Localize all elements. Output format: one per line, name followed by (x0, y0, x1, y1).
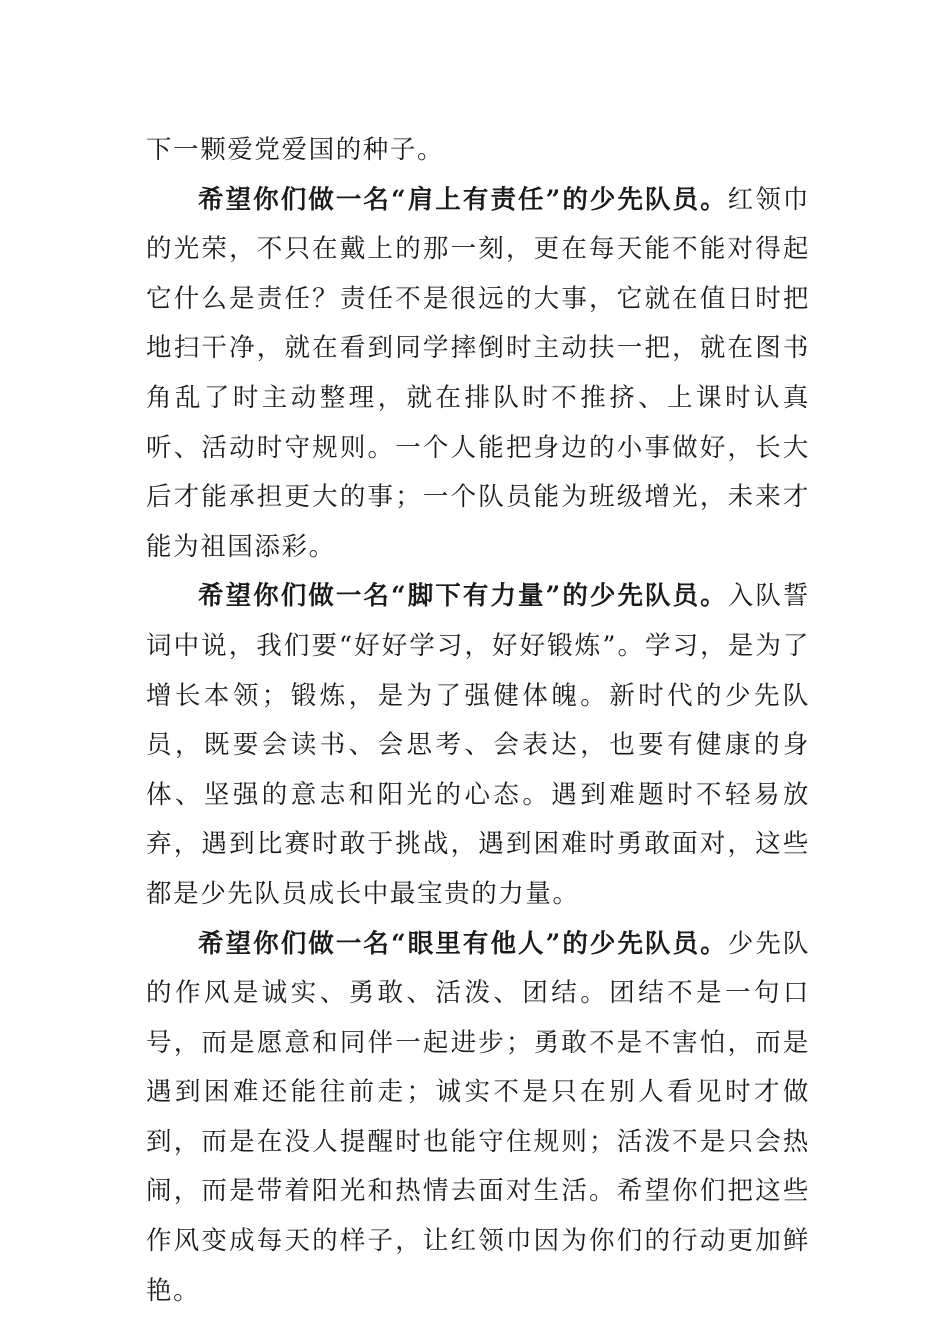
paragraph-others (146, 920, 810, 1317)
paragraph-lead: 希望你们做一名“脚下有力量”的少先队员。 (198, 581, 728, 612)
document-body (146, 126, 810, 1316)
paragraph-text: 红领巾的光荣，不只在戴上的那一刻，更在每天能不能对得起它什么是责任？责任不是很远的大事，它就在值日时把地扫干净，就在看到同学摔倒时主动扶一把，就在图书角乱了时主动整理，就在排队时不推挤、上课时认真听、活动时守规则。一个人能把身边的小事做好，长大后才能承担更大的事；一个队员能为班级增光，未来才能为祖国添彩。 (146, 184, 810, 562)
paragraph-text: 少先队的作风是诚实、勇敢、活泼、团结。团结不是一句口号，而是愿意和同伴一起进步；勇敢不是不害怕，而是遇到困难还能往前走；诚实不是只在别人看见时才做到，而是在没人提醒时也能守住规则；活泼不是只会热闹，而是带着阳光和热情去面对生活。希望你们把这些作风变成每天的样子，让红领巾因为你们的行动更加鲜艳。 (146, 928, 810, 1306)
paragraph-lead: 希望你们做一名“眼里有他人”的少先队员。 (198, 928, 728, 959)
paragraph-text: 入队誓词中说，我们要“好好学习，好好锻炼”。学习，是为了增长本领；锻炼，是为了强健体魄。新时代的少先队员，既要会读书、会思考、会表达，也要有健康的身体、坚强的意志和阳光的心态。遇到难题时不轻易放弃，遇到比赛时敢于挑战，遇到困难时勇敢面对，这些都是少先队员成长中最宝贵的力量。 (146, 581, 810, 909)
paragraph-text: 下一颗爱党爱国的种子。 (146, 135, 445, 165)
paragraph-lead: 希望你们做一名“肩上有责任”的少先队员。 (198, 184, 728, 215)
paragraph-strength (146, 572, 810, 919)
paragraph-continuation (146, 126, 810, 176)
paragraph-responsibility (146, 176, 810, 573)
